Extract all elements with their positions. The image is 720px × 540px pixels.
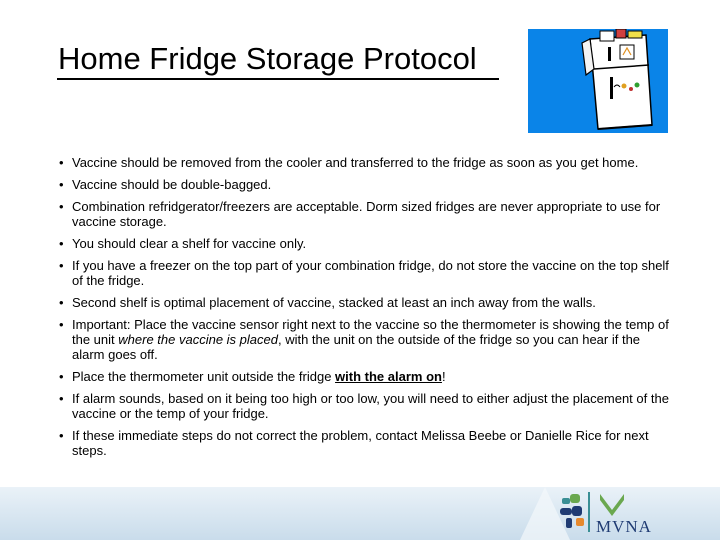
- bullet-glyph: •: [59, 369, 64, 384]
- bullet-glyph: •: [59, 258, 64, 273]
- logo-text: MVNA: [596, 517, 652, 536]
- bullet-text: If you have a freezer on the top part of your combination fridge, do not store the vaccine on the top shelf of the fridge.: [72, 258, 669, 288]
- bullet-item: [58, 155, 670, 170]
- bullet-text: You should clear a shelf for vaccine only.: [72, 236, 307, 251]
- bullet-text: If alarm sounds, based on it being too high or too low, you will need to either adjust the placement of the vaccine or the temp of your fridge.: [72, 391, 669, 421]
- bullet-item: [58, 391, 670, 421]
- mvna-logo-icon: [556, 490, 676, 536]
- bullet-text: Important: Place the vaccine sensor right next to the vaccine so the thermometer is showing the temp of the unit: [72, 317, 669, 347]
- refrigerator-clipart-icon: [528, 29, 668, 133]
- bullet-text: Vaccine should be double-bagged.: [72, 177, 272, 192]
- slide-title: Home Fridge Storage Protocol: [58, 41, 477, 76]
- bullet-glyph: •: [59, 199, 64, 214]
- bullet-glyph: •: [59, 391, 64, 406]
- bullet-glyph: •: [59, 177, 64, 192]
- bullet-item: [58, 177, 670, 192]
- bullet-item: [58, 317, 670, 362]
- bullet-italic-text: where the vaccine is placed: [118, 332, 278, 347]
- bullet-item: [58, 295, 670, 310]
- bullet-glyph: •: [59, 428, 64, 443]
- title-underline: [57, 78, 499, 80]
- bullet-item: [58, 369, 670, 384]
- bullet-item: [58, 258, 670, 288]
- bullet-glyph: •: [59, 236, 64, 251]
- bullet-item: [58, 236, 670, 251]
- bullet-text: Combination refridgerator/freezers are acceptable. Dorm sized fridges are never appropriate to use for vaccine storage.: [72, 199, 661, 229]
- bullet-text: If these immediate steps do not correct the problem, contact Melissa Beebe or Danielle Rice for next steps.: [72, 428, 649, 458]
- bullet-text: Vaccine should be removed from the cooler and transferred to the fridge as soon as you get home.: [72, 155, 639, 170]
- bullet-text: Place the thermometer unit outside the fridge: [72, 369, 336, 384]
- bullet-emphasis-text: with the alarm on: [335, 369, 442, 384]
- bullet-glyph: •: [59, 317, 64, 332]
- bullet-glyph: •: [59, 295, 64, 310]
- bullet-text: Second shelf is optimal placement of vaccine, stacked at least an inch away from the walls.: [72, 295, 596, 310]
- bullet-item: [58, 199, 670, 229]
- bullet-text: !: [441, 369, 446, 384]
- bullet-list: [58, 155, 670, 465]
- bullet-text: , with the unit on the outside of the fridge so you can hear if the alarm goes off.: [72, 332, 641, 362]
- bullet-glyph: •: [59, 155, 64, 170]
- bullet-item: [58, 428, 670, 458]
